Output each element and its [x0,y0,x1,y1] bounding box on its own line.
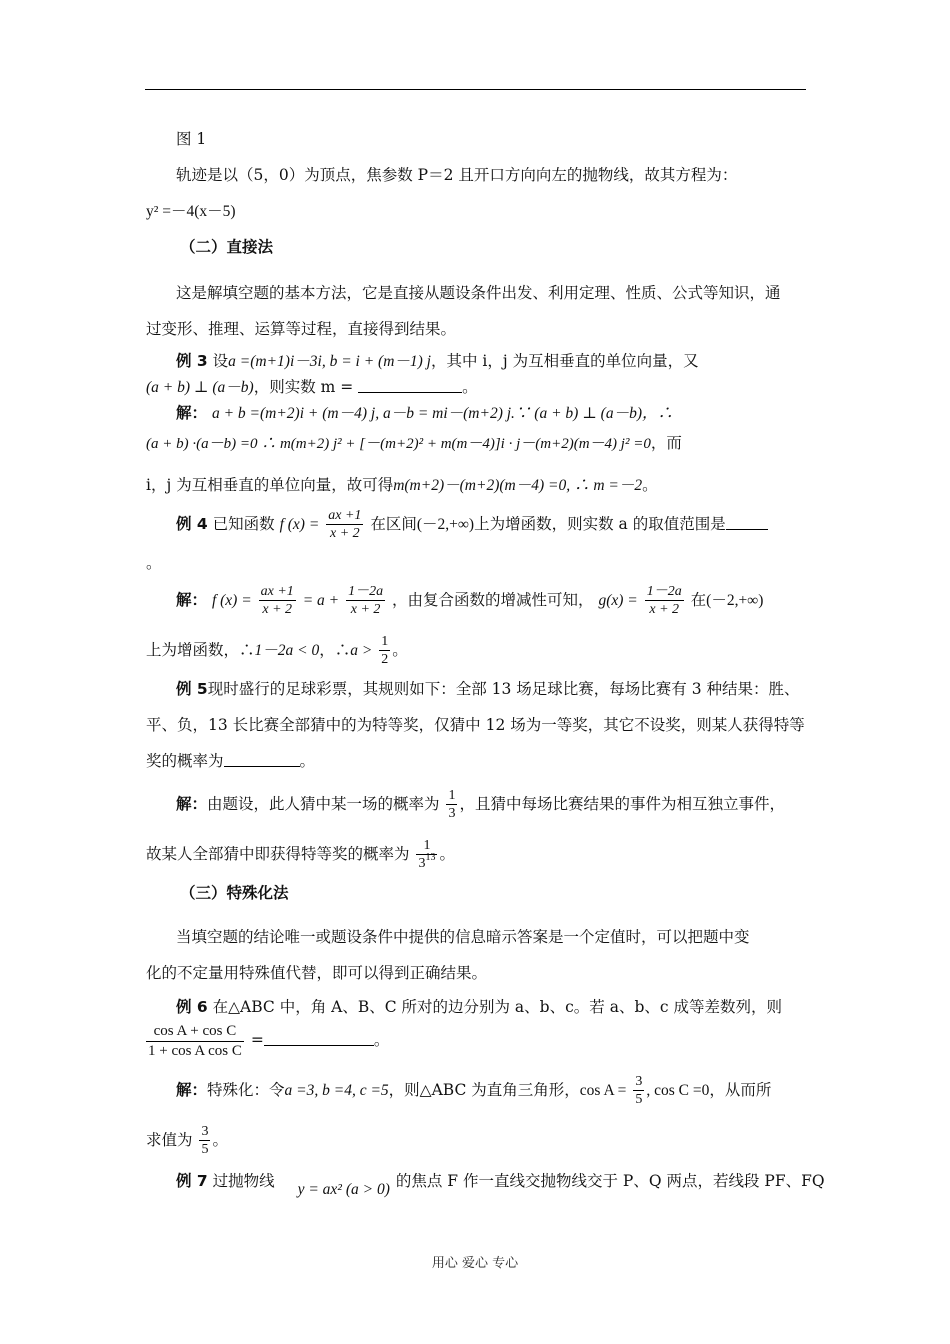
text: 故某人全部猜中即获得特等奖的概率为 [146,844,410,863]
example-6-label: 例 6 [176,998,208,1016]
denominator: 2 [381,652,389,668]
exponent: 13 [425,852,436,864]
example-4-line-2: 。 [146,554,162,572]
base: 3 [418,856,426,872]
formula: m(m+2)－(m+2)(m－4) =0, ∴ m =－2 [393,477,643,494]
example-4-label: 例 4 [176,514,208,533]
text: ，从而所 [709,1080,772,1099]
numerator: 3 [633,1074,644,1091]
section-title-direct: （二）直接法 [180,238,274,256]
paragraph-trajectory: 轨迹是以（5，0）为顶点，焦参数 P＝2 且开口方向向左的抛物线，故其方程为： [176,166,738,184]
formula: a > [350,641,373,659]
text: = [250,1031,264,1049]
formula: a =3, b =4, c =5 [284,1081,389,1099]
numerator: 3 [199,1124,210,1141]
text: 奖的概率为 [146,752,224,770]
text: 现时盛行的足球彩票，其规则如下：全部 13 场足球比赛，每场比赛有 3 种结果：胜、 [207,680,800,698]
numerator: 1 [446,788,457,805]
example-3-solution-1 [176,402,673,425]
example-5-solution-1 [176,788,785,822]
text: 求值为 [146,1130,193,1149]
interval: (－2,+∞) [416,515,475,533]
example-4-solution-2 [146,634,408,668]
text: ，则实数 m = [253,378,354,396]
formula: f (x) = [279,515,320,533]
denominator: 5 [635,1092,643,1108]
example-5-line-3 [146,750,315,772]
numerator: 1－2a [645,584,684,601]
formula: f (x) = [211,591,252,609]
example-6-line-1 [176,996,782,1018]
text: 特殊化：令 [207,1080,285,1099]
paragraph-intro-special-2: 化的不定量用特殊值代替，即可以得到正确结果。 [146,964,488,982]
text: i，j 为互相垂直的单位向量，故可得 [146,476,394,494]
example-5-label: 例 5 [176,680,208,698]
denominator [416,852,437,872]
paragraph-intro-direct-2: 过变形、推理、运算等过程，直接得到结果。 [146,320,457,338]
text: 在 [690,590,707,609]
figure-caption: 图 1 [176,130,207,148]
numerator: 1 [416,838,437,855]
fraction [199,1124,210,1158]
answer-blank [224,752,300,767]
page-footer: 用心 爱心 专心 [431,1256,519,1271]
text: 的焦点 F 作一直线交抛物线交于 P、Q 两点，若线段 PF、FQ [395,1172,825,1190]
denominator: 5 [201,1142,209,1158]
formula: (a + b) ·(a－b) =0 ∴ m(m+2) j² + [－(m+2)² + m(m－4)]i · j－(m+2)(m－4) j² =0 [146,436,651,452]
text: 。 [392,640,408,659]
equation-parabola: y² =－4(x－5) [146,203,236,220]
fraction [633,1074,644,1108]
text: 。 [299,752,316,770]
text: ，∴ [319,640,351,659]
example-3-solution-3 [146,474,658,497]
text: 上为增函数，∴ [146,640,255,659]
text: 上为增函数，则实数 a 的取值范围是 [474,514,726,533]
text: ，其中 i，j 为互相垂直的单位向量，又 [431,352,699,370]
example-7-line-1 [176,1170,825,1198]
example-6-solution-2 [146,1124,228,1158]
fraction [416,838,437,872]
solution-label: 解： [176,794,208,813]
denominator: x + 2 [649,602,680,618]
text: 在△ABC 中，角 A、B、C 所对的边分别为 a、b、c。若 a、b、c 成等差数列，则 [212,998,782,1016]
example-5-line-2: 平、负，13 长比赛全部猜中的为特等奖，仅猜中 12 场为一等奖，其它不设奖，则某人获得特等 [146,716,805,734]
fraction [645,584,684,618]
text: 。 [462,378,478,396]
text: ，且猜中每场比赛结果的事件为相互独立事件， [459,794,785,813]
fraction [346,584,385,618]
numerator: 1 [379,634,390,651]
formula: a + b =(m+2)i + (m－4) j, a－b = mi－(m+2) j.∵ (a + b) ⊥ (a－b)，∴ [211,405,673,422]
denominator: x + 2 [262,602,293,618]
paragraph-intro-special-1: 当填空题的结论唯一或题设条件中提供的信息暗示答案是一个定值时，可以把题中变 [176,928,750,946]
denominator: x + 2 [329,526,360,542]
example-3-solution-2 [146,432,682,455]
text: ，则△ABC 为直角三角形， [388,1080,580,1099]
text: 由题设，此人猜中某一场的概率为 [207,794,440,813]
text: 。 [642,476,658,494]
denominator: 3 [448,806,456,822]
fraction [146,1023,244,1059]
text: ，而 [650,434,682,452]
fraction [259,584,296,618]
numerator: ax +1 [326,508,363,525]
text: 已知函数 [212,514,275,533]
example-7-label: 例 7 [176,1172,208,1190]
interval: (－2,+∞) [706,591,764,609]
example-5-solution-2 [146,838,455,872]
text: 过抛物线 [212,1172,275,1190]
solution-label: 解： [176,1080,208,1099]
section-title-special: （三）特殊化法 [180,884,289,902]
denominator: x + 2 [350,602,381,618]
text: ，由复合函数的增减性可知， [392,590,594,609]
fraction [379,634,390,668]
formula: , cos C =0 [646,1081,710,1099]
solution-label: 解： [176,590,208,609]
numerator: 1－2a [346,584,385,601]
formula: a =(m+1)i－3i, b = i + (m－1) j [228,353,431,370]
denominator: 1 + cos A cos C [148,1042,242,1059]
text: 在区间 [370,514,417,533]
example-6-line-2 [146,1020,389,1060]
example-6-solution-1 [176,1074,771,1108]
formula: y = ax² (a > 0) [297,1181,390,1198]
example-4-line-1 [176,508,768,542]
example-5-line-1 [176,678,799,700]
answer-blank [264,1031,374,1046]
formula: 1－2a < 0 [254,641,320,659]
numerator: ax +1 [259,584,296,601]
formula: cos A = [579,1081,627,1099]
example-3-label: 例 3 [176,352,208,370]
example-3-line-2 [146,376,478,399]
solution-label: 解： [176,404,208,422]
formula: (a + b) ⊥ (a－b) [146,379,254,396]
answer-blank [358,378,462,393]
answer-blank [726,515,768,530]
fraction [446,788,457,822]
numerator: cos A + cos C [146,1023,244,1042]
text: 。 [373,1031,390,1049]
header-rule [145,89,806,90]
example-4-solution-1 [176,584,763,618]
paragraph-intro-direct-1: 这是解填空题的基本方法，它是直接从题设条件出发、利用定理、性质、公式等知识，通 [176,284,781,302]
fraction [326,508,363,542]
formula: g(x) = [598,591,638,609]
text: 。 [212,1130,228,1149]
text: 设 [212,352,229,370]
example-3-line-1 [176,350,699,373]
text: 。 [439,844,455,863]
formula: = a + [302,591,340,609]
